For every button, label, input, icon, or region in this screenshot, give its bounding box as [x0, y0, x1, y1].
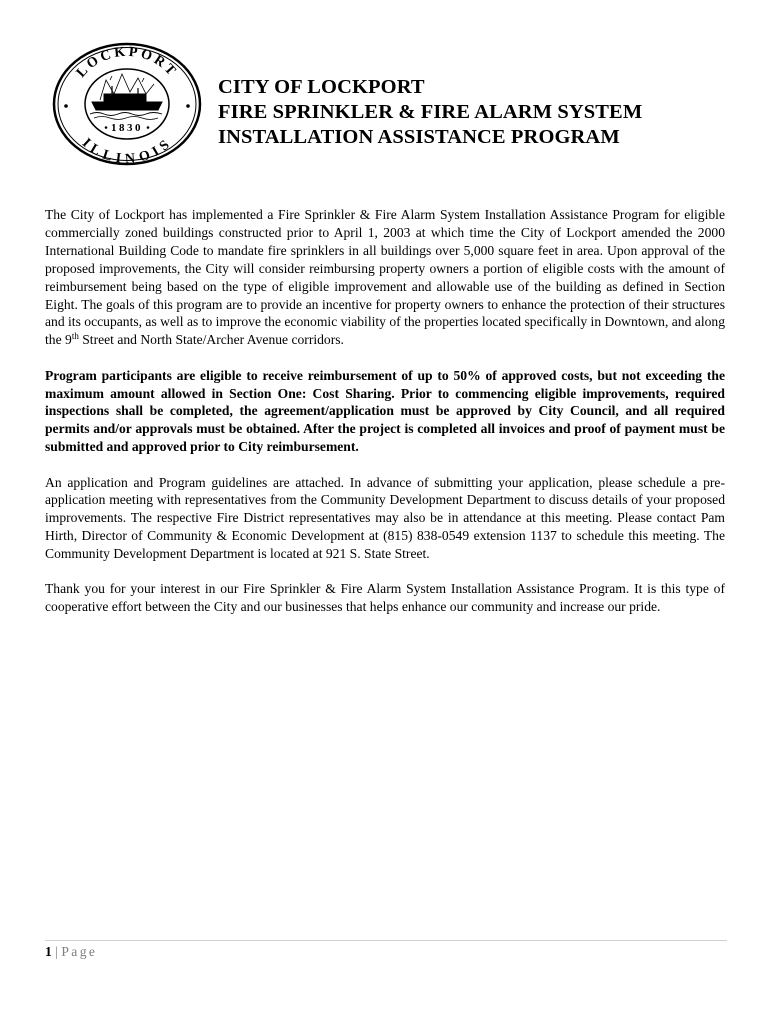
footer-separator: | — [55, 944, 58, 959]
title-line-2: FIRE SPRINKLER & FIRE ALARM SYSTEM — [218, 101, 643, 123]
seal-year: 1830 — [111, 122, 143, 134]
title-line-1: CITY OF LOCKPORT — [218, 76, 425, 98]
city-seal-logo — [52, 42, 202, 166]
ordinal-superscript: th — [71, 331, 79, 342]
thank-you-paragraph: Thank you for your interest in our Fire Sprinkler & Fire Alarm System Installation Assistance Program. It is this type of cooperative effort between the City and our businesses that helps enhance our community and increase our pride. — [45, 581, 725, 615]
footer-divider — [45, 940, 727, 941]
page-label: Page — [61, 944, 98, 959]
page-footer — [45, 944, 97, 960]
eligibility-paragraph: Program participants are eligible to receive reimbursement of up to 50% of approved costs, but not exceeding the maximum amount allowed in Section One: Cost Sharing. Prior to commencing eligible improvements, required inspections shall be completed, the agreement/application must be approved by City Council, and all required permits and/or approvals must be obtained. After the project is completed all invoices and proof of payment must be submitted and approved prior to City reimbursement. — [45, 367, 725, 455]
page-number: 1 — [45, 944, 52, 959]
page-title — [218, 75, 738, 150]
seal-bottom-text: ILLINOIS — [78, 135, 175, 166]
intro-paragraph: The City of Lockport has implemented a Fire Sprinkler & Fire Alarm System Installation Assistance Program for eligible commercially zoned buildings constructed prior to April 1, 2003 at which time the City of Lockport amended the 2000 International Building Code to mandate fire sprinklers in all buildings over 5,000 square feet in area. Upon approval of the proposed improvements, the City will consider reimbursing property owners a portion of eligible costs with the amount of reimbursement being based on the type of eligible improvement and allowable use of the building as defined in Section Eight. The goals of this program are to provide an incentive for property owners to enhance the protection of their structures and its occupants, as well as to improve the economic viability of the properties located specifically in Downtown, and along the 9th Street and North State/Archer Avenue corridors. — [45, 207, 725, 348]
seal-top-text: LOCKPORT — [73, 44, 181, 81]
application-paragraph: An application and Program guidelines are attached. In advance of submitting your application, please schedule a pre-application meeting with representatives from the Community Development Department to discuss details of your proposed improvements. The respective Fire District representatives may also be in attendance at this meeting. Please contact Pam Hirth, Director of Community & Economic Development at (815) 838-0549 extension 1137 to schedule this meeting. The Community Development Department is located at 921 S. State Street. — [45, 474, 725, 562]
title-line-3: INSTALLATION ASSISTANCE PROGRAM — [218, 126, 620, 148]
document-body — [45, 206, 725, 634]
